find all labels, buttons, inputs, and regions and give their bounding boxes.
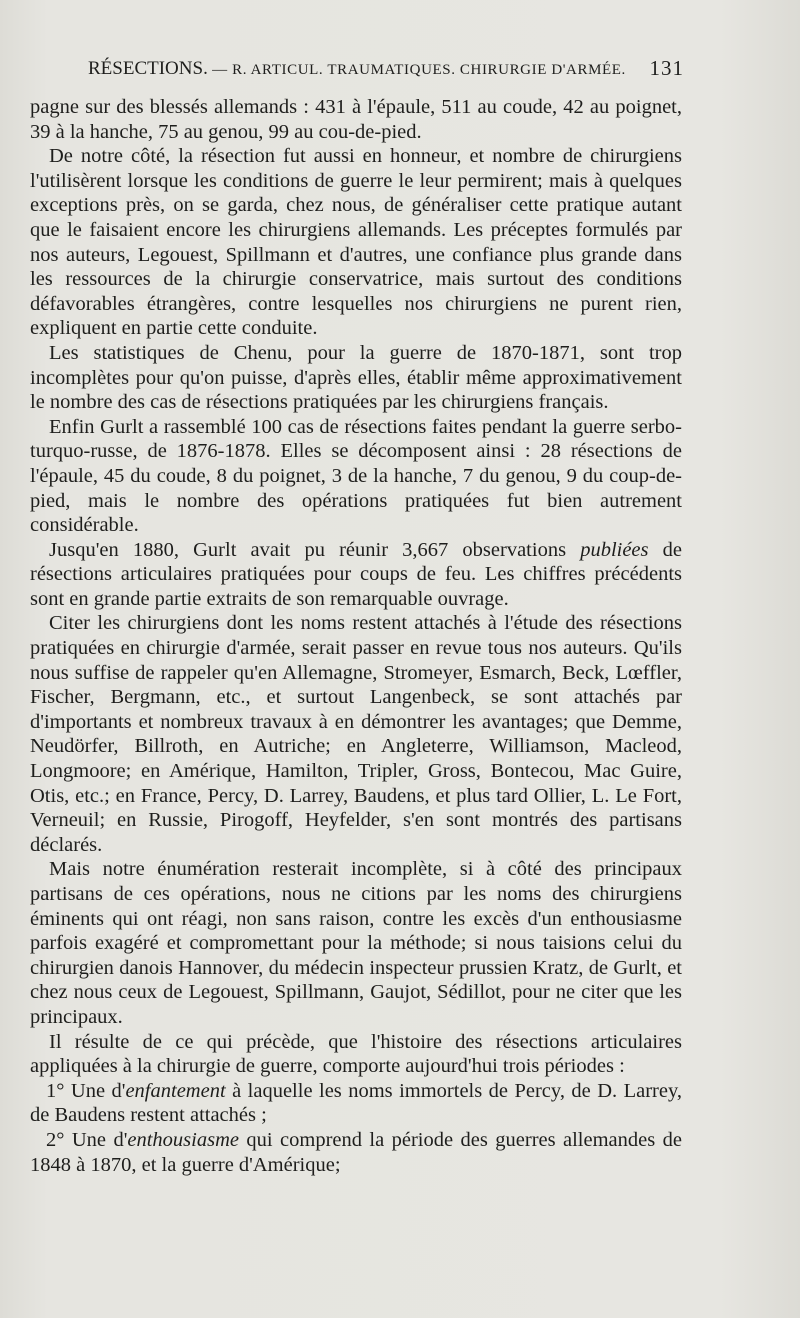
paragraph-8: Il résulte de ce qui précède, que l'histoire des résections articulaires appliquées à la chirurgie de guerre, comporte aujourd'hui trois périodes : bbox=[30, 1030, 682, 1078]
emphasis-publiees: publiées bbox=[580, 538, 649, 561]
list-item-2: 2° Une d'enthousiasme qui comprend la période des guerres allemandes de 1848 à 1870, et la guerre d'Amérique; bbox=[30, 1128, 682, 1176]
page-number: 131 bbox=[649, 56, 684, 80]
header-section: RÉSECTIONS. bbox=[88, 58, 208, 79]
paragraph-7: Mais notre énumération resterait incomplète, si à côté des principaux partisans de ces opérations, nous ne citions par les noms des chirurgiens éminents qui ont réagi, non sans raison, contre les excès d'un enthousiasme parfois exagéré et compromettant pour la méthode; si nous taisions celui du chirurgien danois Hannover, du médecin inspecteur prussien Kratz, de Gurlt, et chez nous ceux de Legouest, Spillmann, Gaujot, Sédillot, pour ne citer que les principaux. bbox=[30, 858, 682, 1028]
list-item-1: 1° Une d'enfantement à laquelle les noms immortels de Percy, de D. Larrey, de Baudens restent attachés ; bbox=[30, 1079, 682, 1127]
paragraph-5: Jusqu'en 1880, Gurlt avait pu réunir 3,667 observations publiées de résections articulaires pratiquées pour coups de feu. Les chiffres précédents sont en grande partie extraits de son remarquable ouvrage. bbox=[30, 538, 682, 610]
paragraph-2: De notre côté, la résection fut aussi en honneur, et nombre de chirurgiens l'utilisèrent lorsque les conditions de guerre le leur permirent; mais à quelques exceptions près, on se garda, chez nous, de généraliser cette pratique autant que le faisaient encore les chirurgiens allemands. Les préceptes formulés par nos auteurs, Legouest, Spillmann et d'autres, une confiance plus grande dans les ressources de la chirurgie conservatrice, mais surtout des conditions défavorables étrangères, contre lesquelles nos chirurgiens ne purent rien, expliquent en partie cette conduite. bbox=[30, 145, 682, 340]
running-header bbox=[88, 58, 684, 88]
body-text bbox=[30, 95, 682, 1177]
paragraph-6: Citer les chirurgiens dont les noms restent attachés à l'étude des résections pratiquées en chirurgie d'armée, serait passer en revue tous nos auteurs. Qu'ils nous suffise de rappeler qu'en Allemagne, Stromeyer, Esmarch, Beck, Lœffler, Fischer, Bergmann, etc., et surtout Langenbeck, se sont attachés par d'importants et nombreux travaux à en démontrer les avantages; que Demme, Neudörfer, Billroth, en Autriche; en Angleterre, Williamson, Macleod, Longmoore; en Amérique, Hamilton, Tripler, Gross, Bontecou, Mac Guire, Otis, etc.; en France, Percy, D. Larrey, Baudens, et plus tard Ollier, L. Le Fort, Verneuil; en Russie, Pirogoff, Heyfelder, s'en sont montrés des partisans déclarés. bbox=[30, 612, 682, 856]
paragraph-3: Les statistiques de Chenu, pour la guerre de 1870-1871, sont trop incomplètes pour qu'on puisse, d'après elles, établir même approximativement le nombre des cas de résections pratiquées par les chirurgiens français. bbox=[30, 341, 682, 414]
emphasis-enthousiasme: enthousiasme bbox=[127, 1128, 239, 1151]
header-subtitle: R. ARTICUL. TRAUMATIQUES. CHIRURGIE D'ARMÉE. bbox=[232, 62, 626, 78]
paragraph-1: pagne sur des blessés allemands : 431 à l'épaule, 511 au coude, 42 au poignet, 39 à la hanche, 75 au genou, 99 au cou-de-pied. bbox=[30, 96, 682, 143]
emphasis-enfantement: enfantement bbox=[125, 1079, 226, 1102]
paragraph-4: Enfin Gurlt a rassemblé 100 cas de résections faites pendant la guerre serbo-turquo-russe, de 1876-1878. Elles se décomposent ainsi : 28 résections de l'épaule, 45 du coude, 8 du poignet, 3 de la hanche, 7 du genou, 9 du coup-de-pied, mais le nombre des opérations pratiquées fut bien autrement considérable. bbox=[30, 415, 682, 537]
header-dash: — bbox=[207, 62, 233, 78]
